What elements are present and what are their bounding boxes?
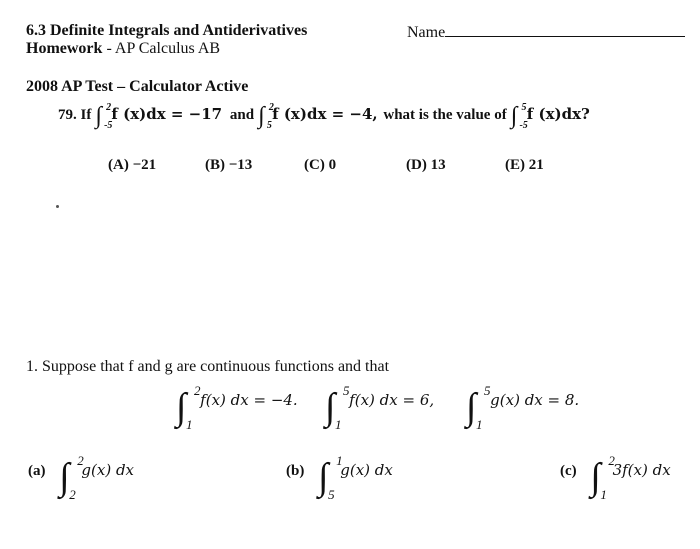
ap-test-heading: 2008 AP Test – Calculator Active [26, 78, 249, 95]
given-2-body: f(x) dx = 6, [349, 391, 435, 409]
integral-upper-limit: 5 [343, 383, 350, 398]
part-a [28, 453, 135, 508]
name-label: Name [407, 24, 446, 41]
name-blank-line[interactable] [445, 22, 685, 37]
question-and: and [229, 107, 255, 123]
integral-sign: ∫ 2 5 [257, 102, 274, 131]
choice-b[interactable]: (B) −13 [205, 157, 253, 173]
given-integral-3 [466, 383, 580, 436]
name-field[interactable] [407, 22, 685, 42]
integral-lower-limit: 1 [476, 417, 483, 432]
integral-lower-limit: 5 [266, 120, 272, 131]
integral-sign: ∫ 5 1 [325, 383, 350, 432]
integral-lower-limit: -5 [519, 120, 528, 131]
integral-sign: ∫ 2 1 [176, 383, 201, 432]
question-79 [58, 104, 590, 134]
integral-upper-limit: 5 [484, 383, 491, 398]
part-b-body: g(x) dx [340, 461, 393, 479]
part-b [286, 453, 393, 508]
part-c-label: (c) [560, 463, 577, 479]
stray-dot [56, 205, 59, 208]
homework-line [26, 40, 220, 58]
homework-word: Homework [26, 40, 103, 57]
choice-c[interactable]: (C) 0 [304, 157, 337, 173]
part-a-label: (a) [28, 463, 46, 479]
integral-sign: ∫ 2 -5 [95, 102, 113, 131]
integral-lower-limit: 1 [335, 417, 342, 432]
choice-d[interactable]: (D) 13 [406, 157, 446, 173]
integral-2-body: f (x)dx = −4, [272, 105, 378, 123]
integral-sign: ∫ 2 2 [59, 453, 84, 502]
given-1-body: f(x) dx = −4. [200, 391, 298, 409]
given-integral-1 [176, 383, 298, 436]
integral-sign: ∫ 1 5 [318, 453, 343, 502]
integral-lower-limit: 5 [328, 487, 335, 502]
integral-upper-limit: 2 [194, 383, 201, 398]
choice-e[interactable]: (E) 21 [505, 157, 544, 173]
integral-upper-limit: 2 [268, 102, 274, 113]
integral-upper-limit: 2 [106, 102, 112, 113]
integral-lower-limit: 2 [69, 487, 76, 502]
homework-course: - AP Calculus AB [102, 40, 221, 57]
integral-lower-limit: 1 [600, 487, 607, 502]
integral-sign: ∫ 2 1 [590, 453, 615, 502]
given-integral-2 [325, 383, 435, 436]
integral-upper-limit: 5 [521, 102, 527, 113]
question-number: 1. [26, 358, 38, 375]
part-c-body: 3f(x) dx [612, 461, 671, 479]
section-title: 6.3 Definite Integrals and Antiderivatives [26, 22, 308, 39]
integral-upper-limit: 2 [77, 453, 84, 468]
integral-sign: ∫ 5 1 [466, 383, 491, 432]
integral-upper-limit: 1 [336, 453, 343, 468]
integral-sign: ∫ 5 -5 [510, 102, 528, 131]
integral-upper-limit: 2 [608, 453, 615, 468]
part-c [560, 453, 671, 508]
integral-1-body: f (x)dx = −17 [111, 105, 223, 123]
question-1-text: Suppose that f and g are continuous functions and that [42, 358, 390, 375]
question-if: If [80, 107, 92, 123]
integral-lower-limit: -5 [104, 120, 113, 131]
integral-3-body: f (x)dx? [526, 105, 590, 123]
question-number: 79. [58, 107, 77, 123]
question-what: what is the value of [383, 107, 507, 123]
choice-a[interactable]: (A) −21 [108, 157, 157, 173]
integral-lower-limit: 1 [186, 417, 193, 432]
part-a-body: g(x) dx [81, 461, 135, 479]
given-3-body: g(x) dx = 8. [490, 391, 580, 409]
part-b-label: (b) [286, 463, 305, 479]
question-1 [26, 358, 389, 376]
